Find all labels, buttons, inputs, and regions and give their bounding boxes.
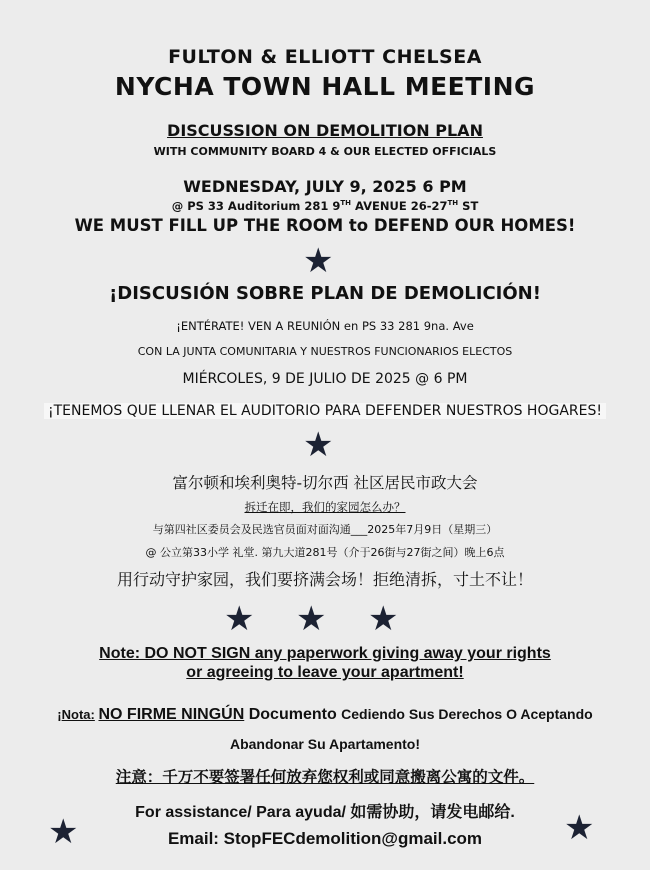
note-english-line1: Note: DO NOT SIGN any paperwork giving away your rights	[99, 645, 551, 662]
english-with-line: WITH COMMUNITY BOARD 4 & OUR ELECTED OFFICIALS	[153, 145, 497, 158]
assistance-text: For assistance/ Para ayuda/ 如需协助，请发电邮给.	[135, 804, 515, 821]
chinese-location: @ 公立第33小学 礼堂. 第九大道281号（介于26街与27街之间）晚上6点	[145, 546, 505, 559]
star-icon: ★	[303, 425, 334, 465]
star-icon: ★	[368, 599, 399, 639]
note-chinese: 注意：千万不要签署任何放弃您权利或同意搬离公寓的文件。	[115, 768, 535, 786]
spanish-call-to-action: ¡TENEMOS QUE LLENAR EL AUDITORIO PARA DEFENDER NUESTROS HOGARES!	[0, 400, 650, 419]
english-date-time: WEDNESDAY, JULY 9, 2025 6 PM	[183, 177, 467, 196]
english-subtitle: DISCUSSION ON DEMOLITION PLAN	[167, 121, 483, 140]
spanish-date-time: MIÉRCOLES, 9 DE JULIO DE 2025 @ 6 PM	[182, 371, 468, 387]
english-call-to-action: WE MUST FILL UP THE ROOM to DEFEND OUR HOMES!	[74, 216, 576, 235]
spanish-join: ¡ENTÉRATE! VEN A REUNIÓN en PS 33 281 9na. Ave	[176, 319, 474, 333]
spanish-title: ¡DISCUSIÓN SOBRE PLAN DE DEMOLICIÓN!	[109, 283, 541, 304]
star-icon: ★	[303, 241, 334, 281]
star-icon: ★	[296, 599, 327, 639]
chinese-title: 富尔顿和埃利奥特-切尔西 社区居民市政大会	[172, 474, 478, 492]
chinese-with-line: 与第四社区委员会及民选官员面对面沟通___2025年7月9日（星期三）	[152, 523, 498, 536]
note-spanish-line1: ¡Nota: NO FIRME NINGÚN Documento Cediendo Sus Derechos O Aceptando	[57, 706, 593, 723]
star-icon: ★	[564, 808, 595, 848]
star-icon: ★	[224, 599, 255, 639]
note-english-line2: or agreeing to leave your apartment!	[186, 664, 464, 681]
english-location: @ PS 33 Auditorium 281 9TH AVENUE 26-27TH ST	[171, 199, 479, 213]
spanish-with-line: CON LA JUNTA COMUNITARIA Y NUESTROS FUNCIONARIOS ELECTOS	[137, 345, 513, 358]
event-title: NYCHA TOWN HALL MEETING	[114, 72, 536, 101]
org-name: FULTON & ELLIOTT CHELSEA	[168, 46, 482, 68]
note-spanish-line2: Abandonar Su Apartamento!	[229, 736, 421, 752]
chinese-subtitle: 拆迁在即，我们的家园怎么办？	[244, 500, 406, 514]
chinese-call-to-action: 用行动守护家园，我们要挤满会场！拒绝清拆，寸土不让！	[116, 570, 533, 589]
star-icon: ★	[48, 812, 79, 852]
contact-email[interactable]: Email: StopFECdemolition@gmail.com	[167, 829, 483, 848]
